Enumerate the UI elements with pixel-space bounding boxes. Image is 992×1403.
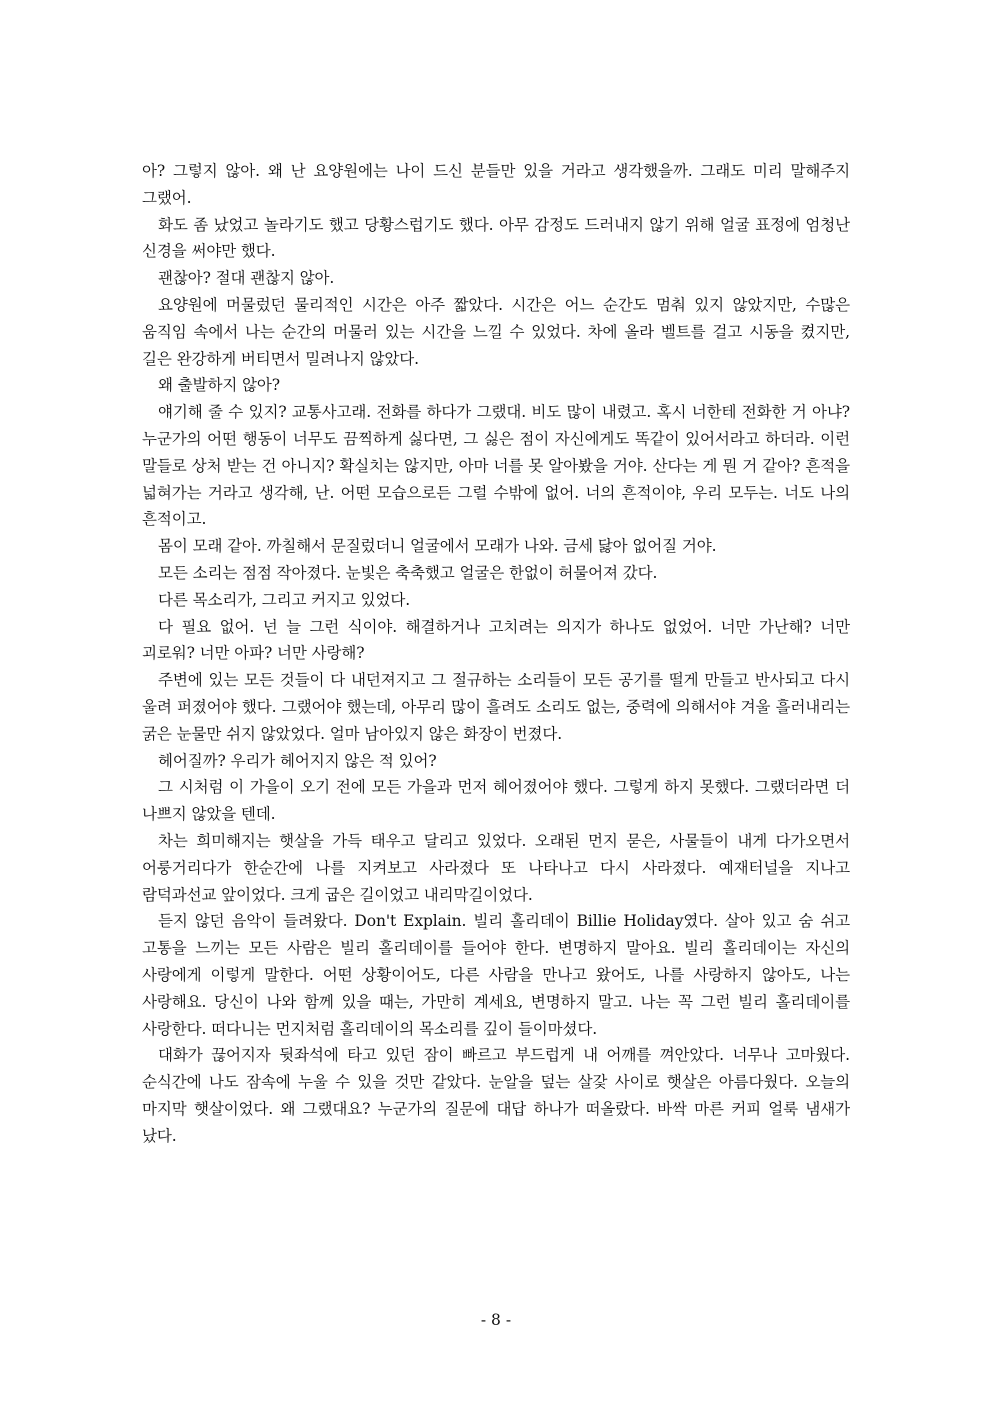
paragraph: 듣지 않던 음악이 들려왔다. Don't Explain. 빌리 홀리데이 Billie Holiday였다. 살아 있고 숨 쉬고 고통을 느끼는 모든 사람은 빌리 홀리데이를 들어야 한다. 변명하지 말아요. 빌리 홀리데이는 자신의 사랑에게 이렇게 말한다. 어떤 상황이어도, 다른 사람을 만나고 왔어도, 나를 사랑하지 않아도, 나는 사랑해요. 당신이 나와 함께 있을 때는, 가만히 계세요, 변명하지 말고. 나는 꼭 그런 빌리 홀리데이를 사랑한다. 떠다니는 먼지처럼 홀리데이의 목소리를 깊이 들이마셨다. — [142, 912, 850, 1038]
paragraph: 왜 출발하지 않아? — [158, 376, 280, 395]
paragraph: 몸이 모래 같아. 까칠해서 문질렀더니 얼굴에서 모래가 나와. 금세 닳아 없어질 거야. — [158, 537, 717, 556]
paragraph: 주변에 있는 모든 것들이 다 내던져지고 그 절규하는 소리들이 모든 공기를 떨게 만들고 반사되고 다시 울려 퍼졌어야 했다. 그랬어야 했는데, 아무리 많이 흘려도 소리도 없는, 중력에 의해서야 겨울 흘러내리는 굵은 눈물만 쉬지 않았었다. 얼마 남아있지 않은 화장이 번졌다. — [142, 671, 850, 743]
paragraph: 차는 희미해지는 햇살을 가득 태우고 달리고 있었다. 오래된 먼지 묻은, 사물들이 내게 다가오면서 어룽거리다가 한순간에 나를 지켜보고 사라졌다 또 나타나고 다시 사라졌다. 예재터널을 지나고 람덕과선교 앞이었다. 크게 굽은 길이었고 내리막길이었다. — [142, 831, 850, 904]
paragraph: 다른 목소리가, 그리고 커지고 있었다. — [158, 590, 411, 609]
page-number: - 8 - — [480, 1311, 512, 1329]
paragraph: 헤어질까? 우리가 헤어지지 않은 적 있어? — [158, 751, 437, 770]
paragraph: 화도 좀 났었고 놀라기도 했고 당황스럽기도 했다. 아무 감정도 드러내지 않기 위해 얼굴 표정에 엄청난 신경을 써야만 했다. — [142, 215, 850, 261]
paragraph: 모든 소리는 점점 작아졌다. 눈빛은 축축했고 얼굴은 한없이 허물어져 갔다. — [158, 563, 658, 582]
paragraph: 괜찮아? 절대 괜찮지 않아. — [158, 269, 335, 288]
paragraph: 그 시처럼 이 가을이 오기 전에 모든 가을과 먼저 헤어졌어야 했다. 그렇게 하지 못했다. 그랬더라면 더 나쁘지 않았을 텐데. — [142, 778, 850, 824]
paragraph: 대화가 끊어지자 뒷좌석에 타고 있던 잠이 빠르고 부드럽게 내 어깨를 껴안았다. 너무나 고마웠다. 순식간에 나도 잠속에 누울 수 있을 것만 같았다. 눈알을 덮는 살갗 사이로 햇살은 아름다웠다. 오늘의 마지막 햇살이었다. 왜 그랬대요? 누군가의 질문에 대답 하나가 떠올랐다. 바싹 마른 커피 얼룩 냄새가 났다. — [142, 1046, 850, 1145]
paragraph: 아? 그렇지 않아. 왜 난 요양원에는 나이 드신 분들만 있을 거라고 생각했을까. 그래도 미리 말해주지 그랬어. — [142, 162, 850, 207]
paragraph: 얘기해 줄 수 있지? 교통사고래. 전화를 하다가 그랬대. 비도 많이 내렸고. 혹시 너한테 전화한 거 아냐? 누군가의 어떤 행동이 너무도 끔찍하게 싫다면, 그 싫은 점이 자신에게도 똑같이 있어서라고 하더라. 이런 말들로 상처 받는 건 아니지? 확실치는 않지만, 아마 너를 못 알아봤을 거야. 산다는 게 뭔 거 같아? 흔적을 넓혀가는 거라고 생각해, 난. 어떤 모습으로든 그럴 수밖에 없어. 너의 흔적이야, 우리 모두는. 너도 나의 흔적이고. — [142, 403, 850, 529]
page-body — [142, 158, 850, 1149]
paragraph: 다 필요 없어. 넌 늘 그런 식이야. 해결하거나 고치려는 의지가 하나도 없었어. 너만 가난해? 너만 괴로워? 너만 아파? 너만 사랑해? — [142, 617, 850, 663]
paragraph: 요양원에 머물렀던 물리적인 시간은 아주 짧았다. 시간은 어느 순간도 멈춰 있지 않았지만, 수많은 움직임 속에서 나는 순간의 머물러 있는 시간을 느낄 수 있었다. 차에 올라 벨트를 걸고 시동을 켰지만, 길은 완강하게 버티면서 밀려나지 않았다. — [142, 295, 850, 368]
